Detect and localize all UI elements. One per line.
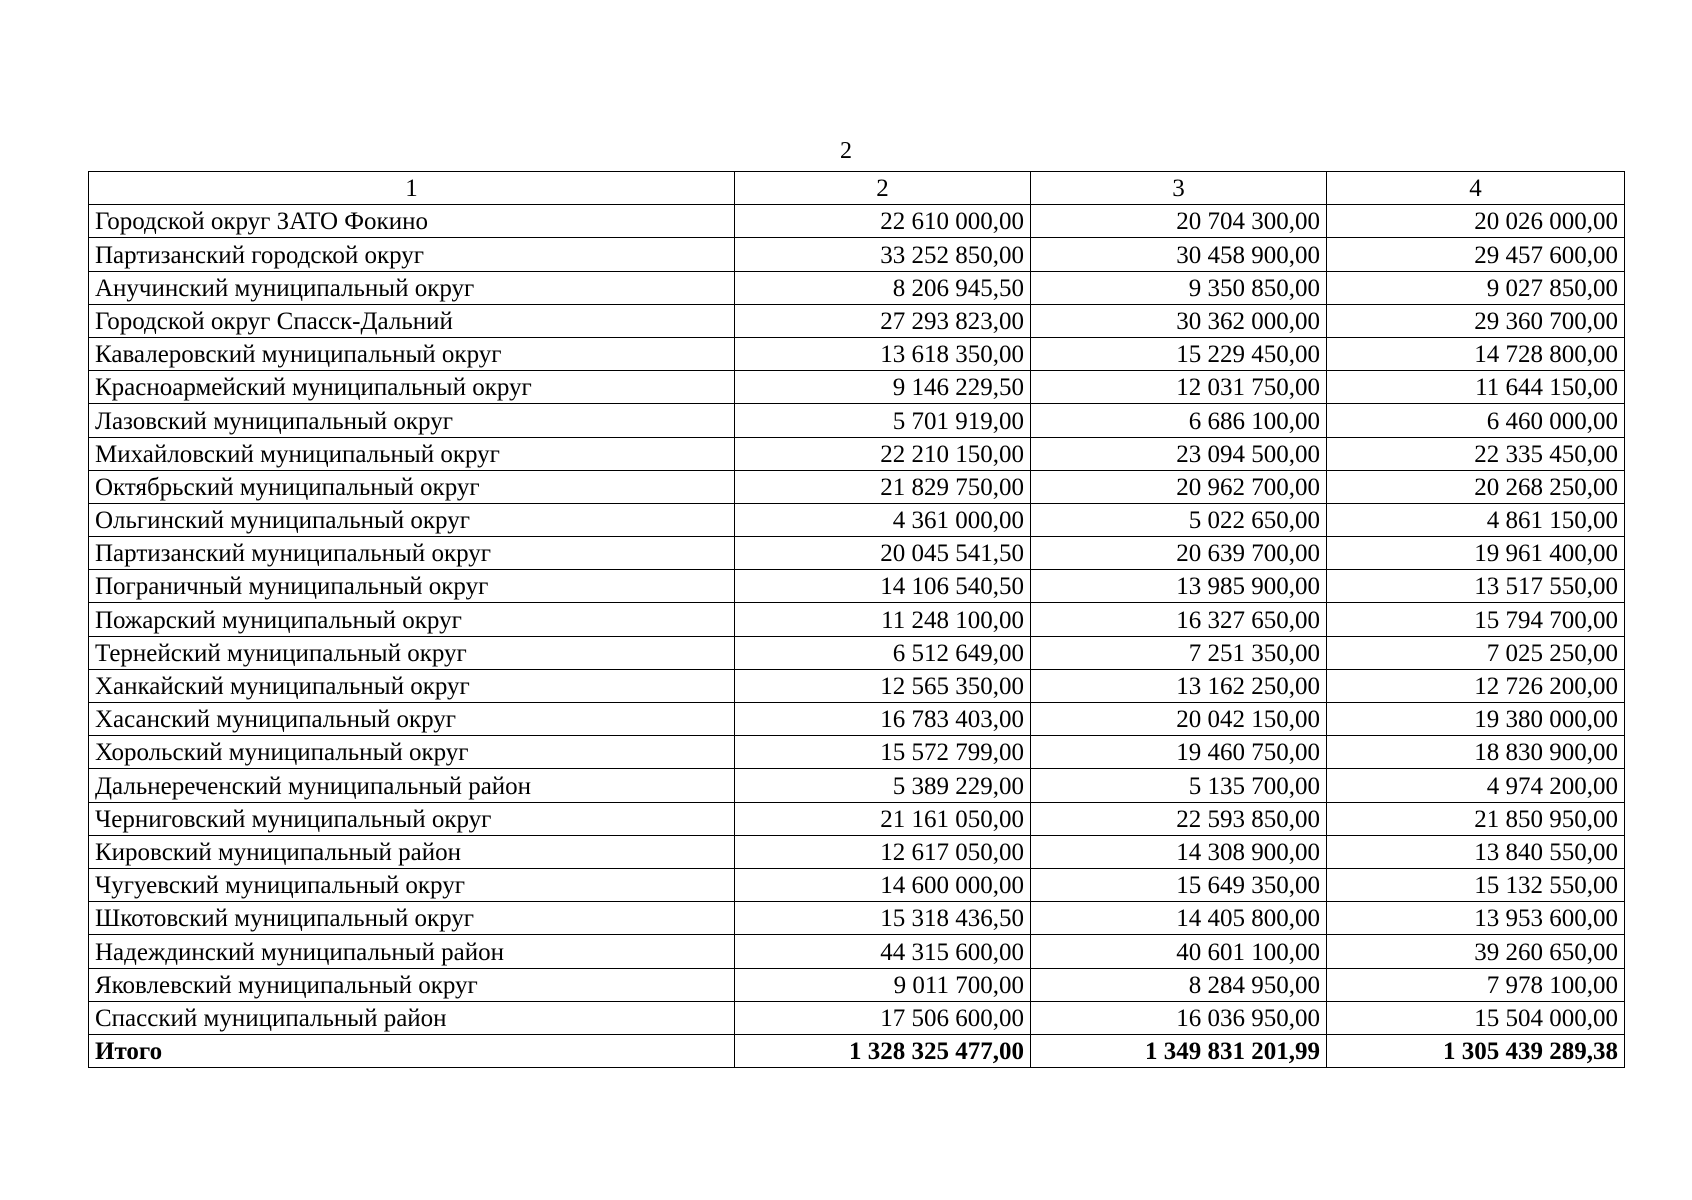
value-col-2: 1 328 325 477,00 — [735, 1034, 1031, 1067]
value-col-2: 6 512 649,00 — [735, 636, 1031, 669]
municipality-name: Партизанский городской округ — [89, 238, 735, 271]
table-row — [89, 470, 1625, 503]
column-header: 4 — [1327, 172, 1625, 205]
value-col-4: 7 978 100,00 — [1327, 968, 1625, 1001]
municipality-name: Хасанский муниципальный округ — [89, 703, 735, 736]
value-col-2: 21 161 050,00 — [735, 802, 1031, 835]
table-row — [89, 337, 1625, 370]
value-col-3: 6 686 100,00 — [1031, 404, 1327, 437]
value-col-4: 9 027 850,00 — [1327, 271, 1625, 304]
value-col-2: 22 610 000,00 — [735, 205, 1031, 238]
value-col-4: 22 335 450,00 — [1327, 437, 1625, 470]
municipality-name: Михайловский муниципальный округ — [89, 437, 735, 470]
table-row — [89, 835, 1625, 868]
value-col-2: 22 210 150,00 — [735, 437, 1031, 470]
municipality-name: Черниговский муниципальный округ — [89, 802, 735, 835]
value-col-2: 9 011 700,00 — [735, 968, 1031, 1001]
table-row — [89, 769, 1625, 802]
value-col-4: 6 460 000,00 — [1327, 404, 1625, 437]
value-col-3: 23 094 500,00 — [1031, 437, 1327, 470]
value-col-4: 19 380 000,00 — [1327, 703, 1625, 736]
table-row — [89, 636, 1625, 669]
value-col-4: 1 305 439 289,38 — [1327, 1034, 1625, 1067]
value-col-2: 20 045 541,50 — [735, 537, 1031, 570]
value-col-2: 15 318 436,50 — [735, 902, 1031, 935]
value-col-3: 22 593 850,00 — [1031, 802, 1327, 835]
value-col-4: 7 025 250,00 — [1327, 636, 1625, 669]
value-col-2: 13 618 350,00 — [735, 337, 1031, 370]
column-header: 1 — [89, 172, 735, 205]
value-col-4: 20 268 250,00 — [1327, 470, 1625, 503]
column-header: 2 — [735, 172, 1031, 205]
value-col-2: 5 389 229,00 — [735, 769, 1031, 802]
value-col-2: 11 248 100,00 — [735, 603, 1031, 636]
table-row — [89, 669, 1625, 702]
municipality-name: Пограничный муниципальный округ — [89, 570, 735, 603]
page-number: 2 — [840, 138, 852, 164]
value-col-4: 14 728 800,00 — [1327, 337, 1625, 370]
value-col-3: 12 031 750,00 — [1031, 371, 1327, 404]
data-table — [88, 171, 1625, 1068]
value-col-4: 13 953 600,00 — [1327, 902, 1625, 935]
value-col-3: 8 284 950,00 — [1031, 968, 1327, 1001]
value-col-2: 12 617 050,00 — [735, 835, 1031, 868]
value-col-2: 33 252 850,00 — [735, 238, 1031, 271]
value-col-2: 9 146 229,50 — [735, 371, 1031, 404]
value-col-3: 40 601 100,00 — [1031, 935, 1327, 968]
value-col-4: 15 132 550,00 — [1327, 868, 1625, 901]
value-col-3: 13 985 900,00 — [1031, 570, 1327, 603]
value-col-4: 29 360 700,00 — [1327, 304, 1625, 337]
table-row — [89, 935, 1625, 968]
value-col-2: 27 293 823,00 — [735, 304, 1031, 337]
table-row — [89, 703, 1625, 736]
table-row — [89, 868, 1625, 901]
value-col-4: 15 504 000,00 — [1327, 1001, 1625, 1034]
value-col-3: 20 639 700,00 — [1031, 537, 1327, 570]
value-col-4: 21 850 950,00 — [1327, 802, 1625, 835]
value-col-2: 12 565 350,00 — [735, 669, 1031, 702]
value-col-2: 5 701 919,00 — [735, 404, 1031, 437]
value-col-3: 19 460 750,00 — [1031, 736, 1327, 769]
value-col-2: 14 600 000,00 — [735, 868, 1031, 901]
municipality-name: Тернейский муниципальный округ — [89, 636, 735, 669]
value-col-4: 39 260 650,00 — [1327, 935, 1625, 968]
table-row — [89, 404, 1625, 437]
table-row — [89, 205, 1625, 238]
municipality-name: Надеждинский муниципальный район — [89, 935, 735, 968]
municipality-name: Кавалеровский муниципальный округ — [89, 337, 735, 370]
table-row — [89, 238, 1625, 271]
value-col-3: 16 036 950,00 — [1031, 1001, 1327, 1034]
municipality-name: Лазовский муниципальный округ — [89, 404, 735, 437]
value-col-2: 17 506 600,00 — [735, 1001, 1031, 1034]
table-row — [89, 603, 1625, 636]
municipality-name: Анучинский муниципальный округ — [89, 271, 735, 304]
table-row — [89, 902, 1625, 935]
municipality-name: Дальнереченский муниципальный район — [89, 769, 735, 802]
table-row — [89, 271, 1625, 304]
table-row — [89, 437, 1625, 470]
value-col-2: 8 206 945,50 — [735, 271, 1031, 304]
value-col-4: 29 457 600,00 — [1327, 238, 1625, 271]
table-row — [89, 537, 1625, 570]
municipality-name: Итого — [89, 1034, 735, 1067]
municipality-name: Пожарский муниципальный округ — [89, 603, 735, 636]
value-col-4: 18 830 900,00 — [1327, 736, 1625, 769]
value-col-2: 15 572 799,00 — [735, 736, 1031, 769]
value-col-3: 9 350 850,00 — [1031, 271, 1327, 304]
value-col-2: 21 829 750,00 — [735, 470, 1031, 503]
value-col-2: 16 783 403,00 — [735, 703, 1031, 736]
table-row — [89, 371, 1625, 404]
municipality-name: Октябрьский муниципальный округ — [89, 470, 735, 503]
value-col-3: 15 229 450,00 — [1031, 337, 1327, 370]
municipality-name: Городской округ ЗАТО Фокино — [89, 205, 735, 238]
table-row — [89, 503, 1625, 536]
table-row — [89, 304, 1625, 337]
value-col-3: 30 362 000,00 — [1031, 304, 1327, 337]
table-row — [89, 802, 1625, 835]
municipality-name: Чугуевский муниципальный округ — [89, 868, 735, 901]
municipality-name: Кировский муниципальный район — [89, 835, 735, 868]
municipality-name: Ольгинский муниципальный округ — [89, 503, 735, 536]
value-col-4: 13 517 550,00 — [1327, 570, 1625, 603]
table-row — [89, 736, 1625, 769]
value-col-3: 5 022 650,00 — [1031, 503, 1327, 536]
table-row — [89, 968, 1625, 1001]
municipality-name: Спасский муниципальный район — [89, 1001, 735, 1034]
value-col-3: 7 251 350,00 — [1031, 636, 1327, 669]
value-col-2: 44 315 600,00 — [735, 935, 1031, 968]
value-col-3: 16 327 650,00 — [1031, 603, 1327, 636]
municipality-name: Шкотовский муниципальный округ — [89, 902, 735, 935]
value-col-3: 5 135 700,00 — [1031, 769, 1327, 802]
municipality-name: Партизанский муниципальный округ — [89, 537, 735, 570]
header-row — [89, 172, 1625, 205]
municipality-name: Ханкайский муниципальный округ — [89, 669, 735, 702]
value-col-4: 4 974 200,00 — [1327, 769, 1625, 802]
value-col-2: 14 106 540,50 — [735, 570, 1031, 603]
value-col-4: 11 644 150,00 — [1327, 371, 1625, 404]
total-row — [89, 1034, 1625, 1067]
municipality-name: Яковлевский муниципальный округ — [89, 968, 735, 1001]
value-col-4: 12 726 200,00 — [1327, 669, 1625, 702]
value-col-3: 20 962 700,00 — [1031, 470, 1327, 503]
table-row — [89, 1001, 1625, 1034]
value-col-4: 13 840 550,00 — [1327, 835, 1625, 868]
value-col-4: 15 794 700,00 — [1327, 603, 1625, 636]
table-row — [89, 570, 1625, 603]
value-col-3: 14 405 800,00 — [1031, 902, 1327, 935]
value-col-2: 4 361 000,00 — [735, 503, 1031, 536]
municipality-name: Городской округ Спасск-Дальний — [89, 304, 735, 337]
value-col-3: 15 649 350,00 — [1031, 868, 1327, 901]
value-col-4: 19 961 400,00 — [1327, 537, 1625, 570]
value-col-4: 4 861 150,00 — [1327, 503, 1625, 536]
table-body — [89, 172, 1625, 1068]
value-col-3: 1 349 831 201,99 — [1031, 1034, 1327, 1067]
municipality-name: Красноармейский муниципальный округ — [89, 371, 735, 404]
value-col-3: 14 308 900,00 — [1031, 835, 1327, 868]
value-col-3: 30 458 900,00 — [1031, 238, 1327, 271]
value-col-4: 20 026 000,00 — [1327, 205, 1625, 238]
column-header: 3 — [1031, 172, 1327, 205]
municipality-name: Хорольский муниципальный округ — [89, 736, 735, 769]
value-col-3: 13 162 250,00 — [1031, 669, 1327, 702]
value-col-3: 20 704 300,00 — [1031, 205, 1327, 238]
value-col-3: 20 042 150,00 — [1031, 703, 1327, 736]
